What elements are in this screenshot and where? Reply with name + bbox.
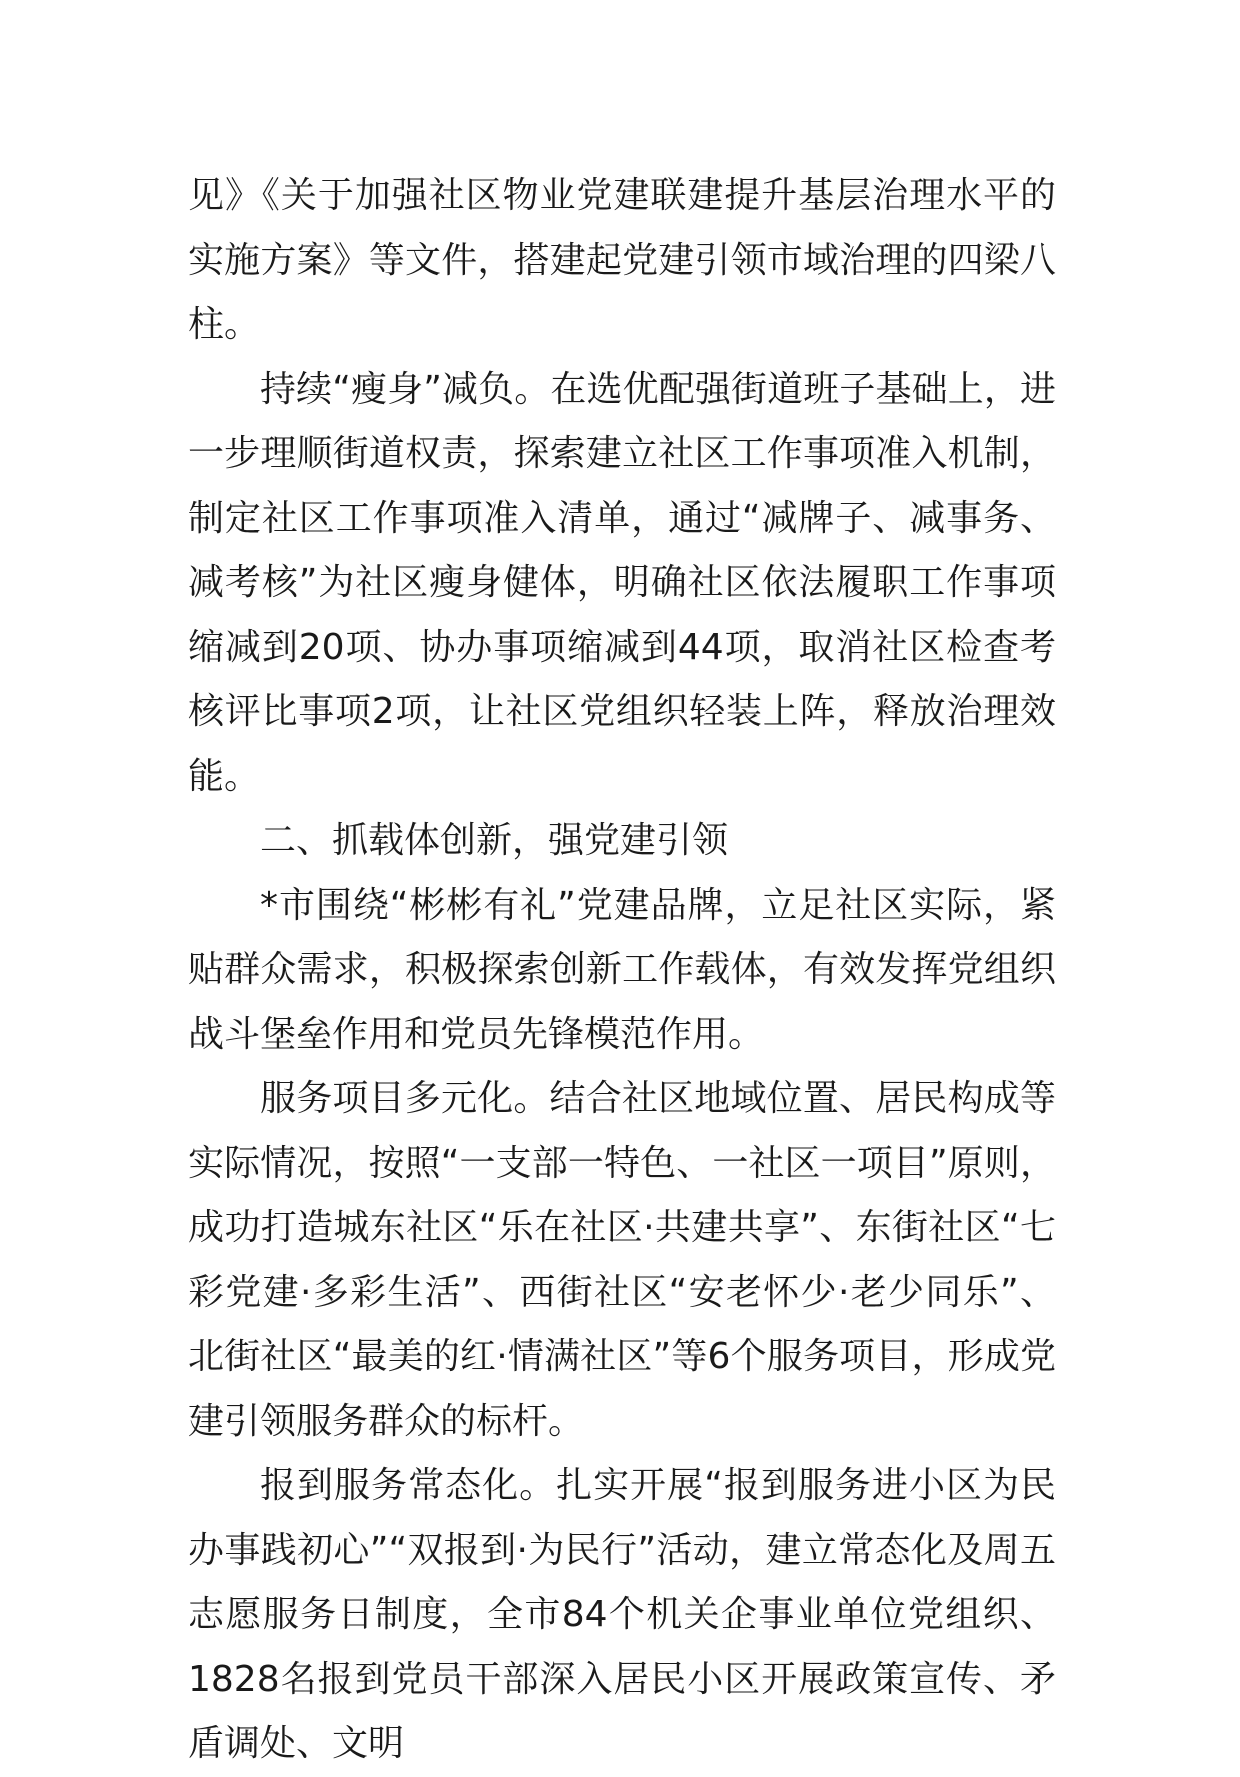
paragraph: 持续“瘦身”减负。在选优配强街道班子基础上，进一步理顺街道权责，探索建立社区工作事项准入机制，制定社区工作事项准入清单，通过“减牌子、减事务、减考核”为社区瘦身健体，明确社区依法履职工作事项缩减到20项、协办事项缩减到44项，取消社区检查考核评比事项2项，让社区党组织轻装上阵，释放治理效能。 (188, 368, 1056, 797)
paragraph: 服务项目多元化。结合社区地域位置、居民构成等实际情况，按照“一支部一特色、一社区一项目”原则，成功打造城东社区“乐在社区·共建共享”、东街社区“七彩党建·多彩生活”、西街社区“安老怀少·老少同乐”、北街社区“最美的红·情满社区”等6个服务项目，形成党建引领服务群众的标杆。 (188, 1078, 1056, 1442)
paragraph: 见》《关于加强社区物业党建联建提升基层治理水平的实施方案》等文件，搭建起党建引领市域治理的四梁八柱。 (188, 175, 1056, 345)
document-body (188, 164, 1056, 1777)
paragraph: 报到服务常态化。扎实开展“报到服务进小区为民办事践初心”“双报到·为民行”活动，建立常态化及周五志愿服务日制度，全市84个机关企事业单位党组织、1828名报到党员干部深入居民小区开展政策宣传、矛盾调处、文明 (188, 1465, 1056, 1764)
section-heading: 二、抓载体创新，强党建引领 (260, 820, 729, 861)
paragraph: *市围绕“彬彬有礼”党建品牌，立足社区实际，紧贴群众需求，积极探索创新工作载体，有效发挥党组织战斗堡垒作用和党员先锋模范作用。 (188, 884, 1056, 1055)
